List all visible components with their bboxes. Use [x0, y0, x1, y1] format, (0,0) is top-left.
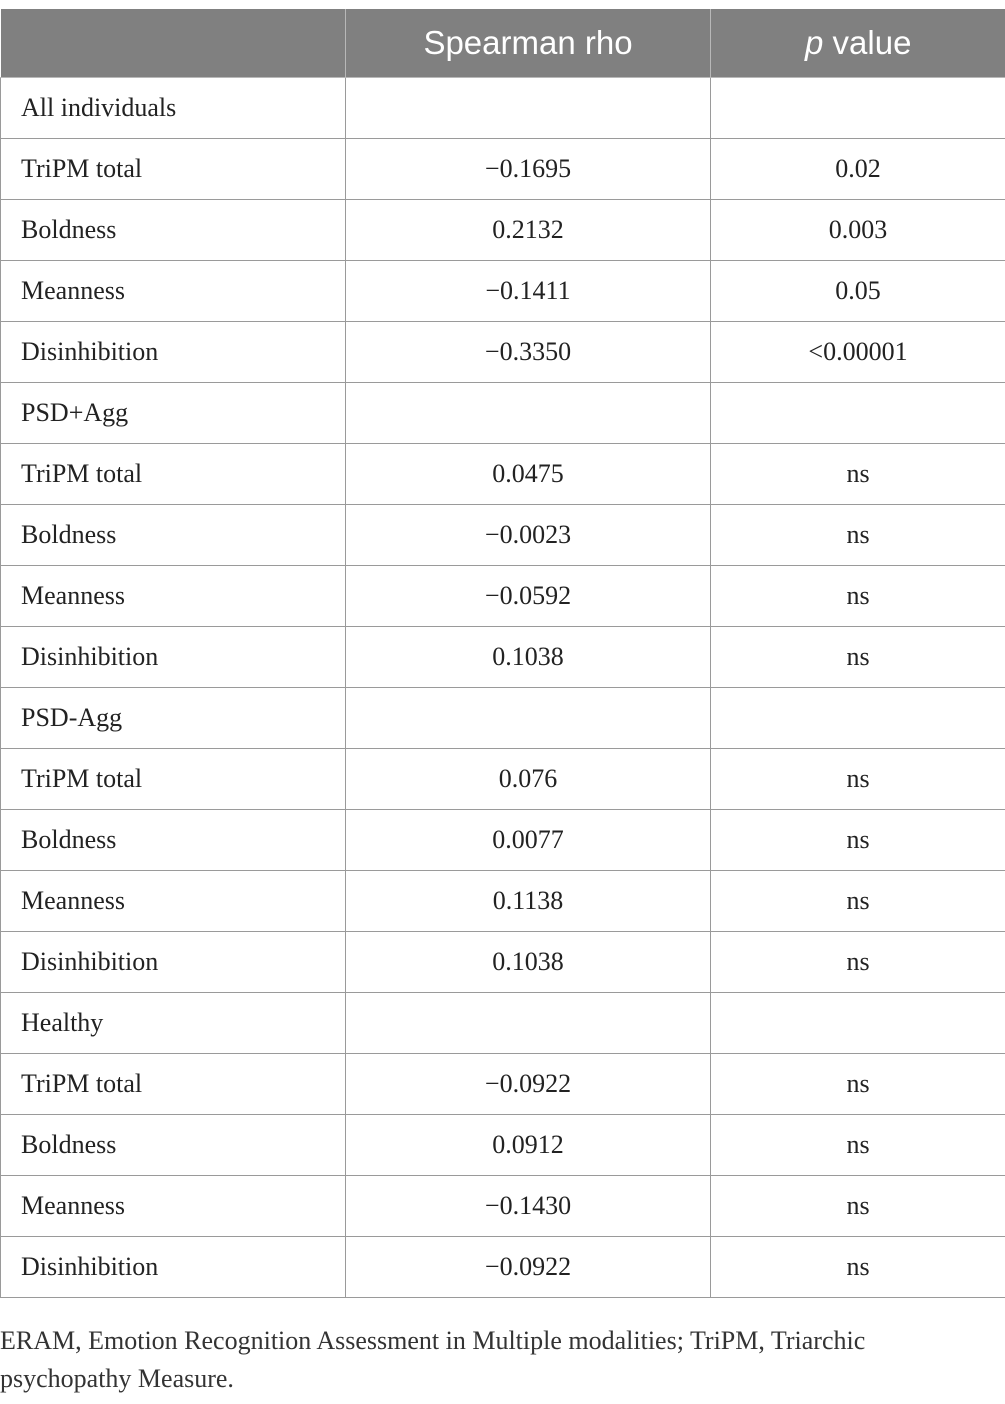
table-row [1, 932, 1005, 993]
row-label: PSD+Agg [1, 383, 346, 444]
p-value: 0.02 [711, 139, 1005, 200]
row-label: Boldness [1, 505, 346, 566]
p-value: ns [711, 566, 1005, 627]
spearman-rho-value: 0.1038 [346, 932, 711, 993]
spearman-rho-value: 0.1138 [346, 871, 711, 932]
spearman-rho-value [346, 993, 711, 1054]
table-row [1, 1176, 1005, 1237]
row-label: TriPM total [1, 139, 346, 200]
spearman-rho-value [346, 78, 711, 139]
row-label: Boldness [1, 1115, 346, 1176]
header-blank-cell [1, 9, 346, 78]
row-label: TriPM total [1, 749, 346, 810]
p-value: ns [711, 505, 1005, 566]
row-label: All individuals [1, 78, 346, 139]
p-value: ns [711, 1115, 1005, 1176]
spearman-rho-value: 0.0912 [346, 1115, 711, 1176]
spearman-rho-value: −0.0592 [346, 566, 711, 627]
spearman-rho-value: −0.1411 [346, 261, 711, 322]
table-footnote: ERAM, Emotion Recognition Assessment in Multiple modalities; TriPM, Triarchic psychopathy Measure. [0, 1326, 866, 1393]
row-label: TriPM total [1, 444, 346, 505]
p-value: ns [711, 444, 1005, 505]
spearman-rho-value: −0.0922 [346, 1054, 711, 1115]
p-value [711, 383, 1005, 444]
spearman-rho-value [346, 688, 711, 749]
spearman-rho-value: 0.1038 [346, 627, 711, 688]
row-label: Disinhibition [1, 1237, 346, 1298]
table-row [1, 627, 1005, 688]
row-label: PSD-Agg [1, 688, 346, 749]
table-row [1, 749, 1005, 810]
spearman-rho-value: −0.1695 [346, 139, 711, 200]
row-label: Disinhibition [1, 627, 346, 688]
row-label: Healthy [1, 993, 346, 1054]
table-header [1, 9, 1005, 78]
table-row [1, 200, 1005, 261]
spearman-rho-value: −0.0023 [346, 505, 711, 566]
p-value: 0.05 [711, 261, 1005, 322]
table-row [1, 322, 1005, 383]
p-value: ns [711, 1054, 1005, 1115]
p-value: ns [711, 871, 1005, 932]
header-p-rest: value [823, 24, 912, 61]
p-value [711, 993, 1005, 1054]
table-row [1, 78, 1005, 139]
p-value: ns [711, 749, 1005, 810]
spearman-rho-value: 0.2132 [346, 200, 711, 261]
spearman-rho-value: −0.1430 [346, 1176, 711, 1237]
table-row [1, 993, 1005, 1054]
row-label: Boldness [1, 200, 346, 261]
spearman-rho-value: −0.0922 [346, 1237, 711, 1298]
table-row [1, 871, 1005, 932]
spearman-rho-value: 0.0475 [346, 444, 711, 505]
p-value: 0.003 [711, 200, 1005, 261]
table-row [1, 1115, 1005, 1176]
table-row [1, 810, 1005, 871]
row-label: Boldness [1, 810, 346, 871]
header-p-value [711, 9, 1005, 78]
spearman-rho-value [346, 383, 711, 444]
p-value: ns [711, 810, 1005, 871]
table-row [1, 444, 1005, 505]
table-body [1, 78, 1005, 1298]
header-spearman-rho: Spearman rho [346, 9, 711, 78]
spearman-rho-value: 0.0077 [346, 810, 711, 871]
table-row [1, 688, 1005, 749]
row-label: TriPM total [1, 1054, 346, 1115]
row-label: Meanness [1, 261, 346, 322]
table-row [1, 505, 1005, 566]
correlation-table [0, 9, 1005, 1298]
row-label: Meanness [1, 871, 346, 932]
p-value: ns [711, 1176, 1005, 1237]
row-label: Meanness [1, 1176, 346, 1237]
p-value [711, 688, 1005, 749]
table-row [1, 139, 1005, 200]
spearman-rho-value: −0.3350 [346, 322, 711, 383]
row-label: Disinhibition [1, 322, 346, 383]
table-row [1, 566, 1005, 627]
table-row [1, 1054, 1005, 1115]
p-value: ns [711, 627, 1005, 688]
p-value [711, 78, 1005, 139]
table-row [1, 1237, 1005, 1298]
p-value: <0.00001 [711, 322, 1005, 383]
row-label: Disinhibition [1, 932, 346, 993]
header-row [1, 9, 1005, 78]
spearman-rho-value: 0.076 [346, 749, 711, 810]
table-row [1, 383, 1005, 444]
table-row [1, 261, 1005, 322]
correlation-table-container [0, 9, 1005, 1298]
p-value: ns [711, 932, 1005, 993]
p-value: ns [711, 1237, 1005, 1298]
row-label: Meanness [1, 566, 346, 627]
header-p-italic: p [805, 24, 824, 61]
